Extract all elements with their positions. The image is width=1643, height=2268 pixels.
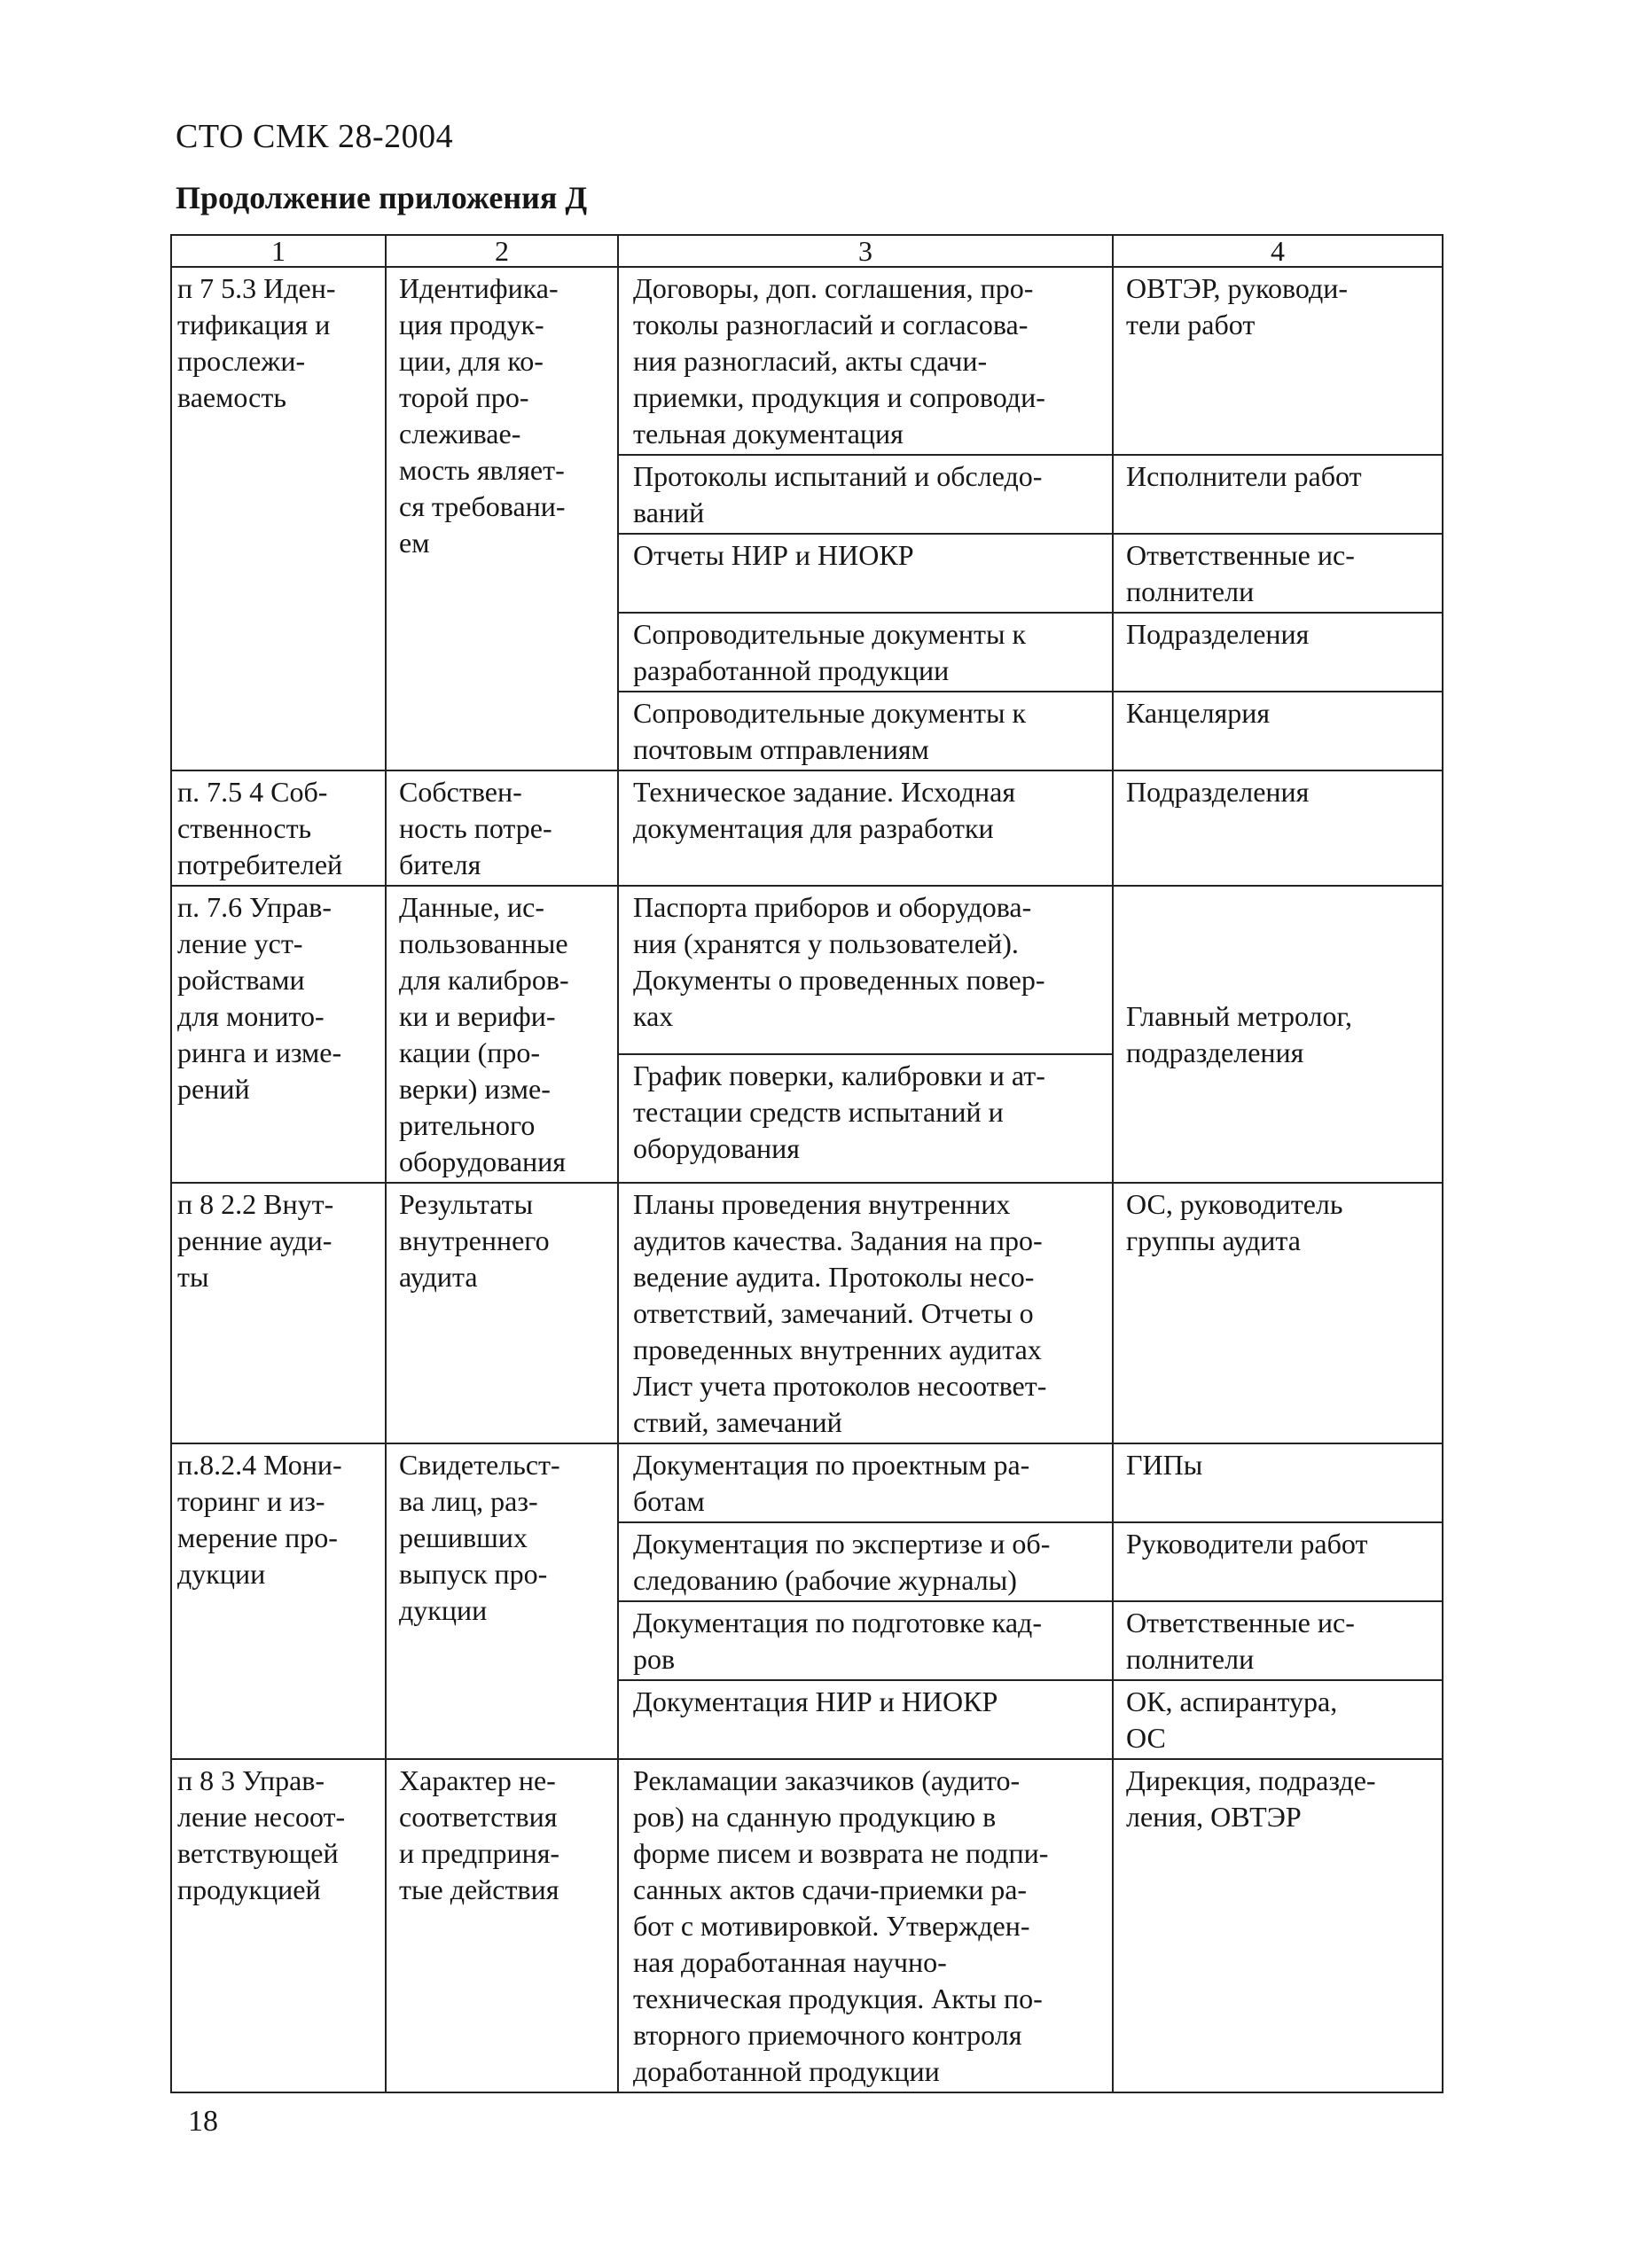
- document-cell: Планы проведения внутренних аудитов качества. Задания на про- ведение аудита. Протоколы несо- ответствий, замечаний. Отчеты о проведенных внутренних аудитах Лист учета протоколов несоответ- ствий, замечаний: [618, 1183, 1113, 1443]
- responsible-cell: ОВТЭР, руководи- тели работ: [1113, 267, 1443, 455]
- table-row: [171, 770, 1443, 886]
- records-table: [170, 234, 1443, 2093]
- table-row: [171, 267, 1443, 455]
- record-subject-cell: Данные, ис- пользованные для калибров- ки и верифи- кации (про- верки) изме- рительного оборудования: [386, 886, 618, 1183]
- clause-cell: п. 7.5 4 Соб- ственность потребителей: [171, 770, 386, 886]
- document-cell: Документация НИР и НИОКР: [618, 1680, 1113, 1759]
- clause-cell: п. 7.6 Управ- ление уст- ройствами для монито- ринга и изме- рений: [171, 886, 386, 1183]
- clause-cell: п 8 3 Управ- ление несоот- ветствующей продукцией: [171, 1759, 386, 2092]
- appendix-continuation-title: Продолжение приложения Д: [176, 180, 588, 215]
- table-row: [171, 1183, 1443, 1443]
- record-subject-cell: Характер не- соответствия и предприня- тые действия: [386, 1759, 618, 2092]
- document-code: СТО СМК 28-2004: [176, 118, 454, 155]
- responsible-cell: Ответственные ис- полнители: [1113, 534, 1443, 613]
- responsible-cell: Подразделения: [1113, 613, 1443, 692]
- responsible-cell: ОК, аспирантура, ОС: [1113, 1680, 1443, 1759]
- document-cell: Протоколы испытаний и обследо- ваний: [618, 455, 1113, 534]
- document-cell: График поверки, калибровки и ат- тестации средств испытаний и оборудования: [618, 1054, 1113, 1183]
- document-cell: Документация по экспертизе и об- следованию (рабочие журналы): [618, 1522, 1113, 1601]
- clause-cell: п 7 5.3 Иден- тификация и прослежи- ваемость: [171, 267, 386, 770]
- responsible-cell: Руководители работ: [1113, 1522, 1443, 1601]
- document-cell: Договоры, доп. соглашения, про- токолы разногласий и согласова- ния разногласий, акты сдачи- приемки, продукция и сопроводи- тельная документация: [618, 267, 1113, 455]
- responsible-cell: Канцелярия: [1113, 692, 1443, 770]
- record-subject-cell: Свидетельст- ва лиц, раз- решивших выпуск про- дукции: [386, 1443, 618, 1759]
- document-cell: Сопроводительные документы к почтовым отправлениям: [618, 692, 1113, 770]
- document-cell: Документация по подготовке кад- ров: [618, 1601, 1113, 1680]
- column-number: 1: [171, 235, 386, 267]
- page-number: 18: [188, 2105, 218, 2138]
- document-cell: Отчеты НИР и НИОКР: [618, 534, 1113, 613]
- record-subject-cell: Идентифика- ция продук- ции, для ко- торой про- слеживае- мость являет- ся требовани- ем: [386, 267, 618, 770]
- column-number-row: [171, 235, 1443, 267]
- document-cell: Сопроводительные документы к разработанной продукции: [618, 613, 1113, 692]
- column-number: 2: [386, 235, 618, 267]
- clause-cell: п.8.2.4 Мони- торинг и из- мерение про- дукции: [171, 1443, 386, 1759]
- table-row: [171, 1759, 1443, 2092]
- table-row: [171, 1443, 1443, 1522]
- document-cell: Документация по проектным ра- ботам: [618, 1443, 1113, 1522]
- responsible-cell: Ответственные ис- полнители: [1113, 1601, 1443, 1680]
- document-cell: Техническое задание. Исходная документация для разработки: [618, 770, 1113, 886]
- document-cell: Рекламации заказчиков (аудито- ров) на сданную продукцию в форме писем и возврата не подпи- санных актов сдачи-приемки ра- бот с мотивировкой. Утвержден- ная доработанная научно- техническая продукция. Акты по- вторного приемочного контроля доработанной продукции: [618, 1759, 1113, 2092]
- clause-cell: п 8 2.2 Внут- ренние ауди- ты: [171, 1183, 386, 1443]
- document-cell: Паспорта приборов и оборудова- ния (хранятся у пользователей). Документы о проведенных повер- ках: [618, 886, 1113, 1054]
- responsible-cell: ГИПы: [1113, 1443, 1443, 1522]
- responsible-cell: ОС, руководитель группы аудита: [1113, 1183, 1443, 1443]
- responsible-cell: Подразделения: [1113, 770, 1443, 886]
- responsible-cell: Дирекция, подразде- ления, ОВТЭР: [1113, 1759, 1443, 2092]
- column-number: 4: [1113, 235, 1443, 267]
- responsible-cell: Исполнители работ: [1113, 455, 1443, 534]
- record-subject-cell: Результаты внутреннего аудита: [386, 1183, 618, 1443]
- responsible-cell: Главный метролог, подразделения: [1113, 886, 1443, 1183]
- record-subject-cell: Собствен- ность потре- бителя: [386, 770, 618, 886]
- column-number: 3: [618, 235, 1113, 267]
- table-row: [171, 886, 1443, 1054]
